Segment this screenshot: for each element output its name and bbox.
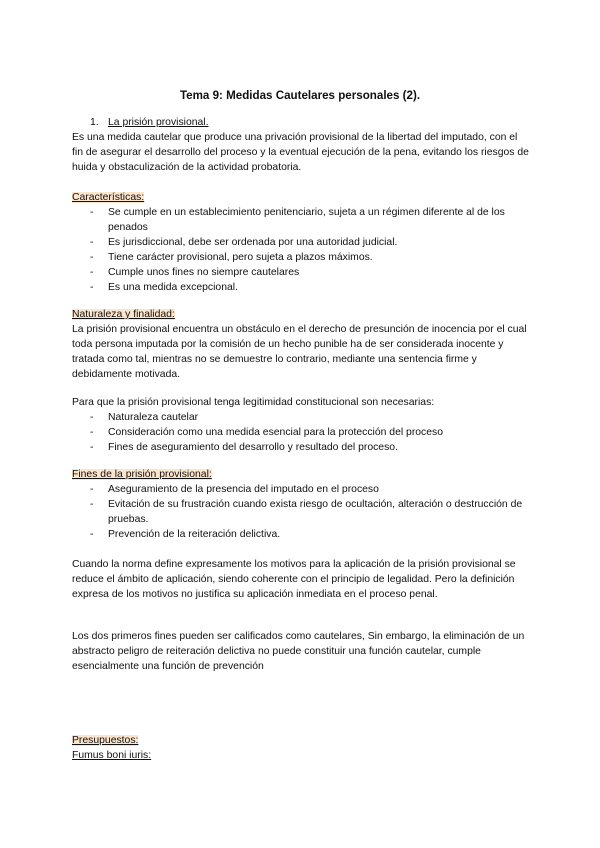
list-item: - Evitación de su frustración cuando exista riesgo de ocultación, alteración o destrucción de pruebas. bbox=[90, 499, 523, 525]
section-fines bbox=[72, 467, 530, 542]
numbered-heading bbox=[72, 115, 530, 130]
list-item: - Cumple unos fines no siempre cautelares bbox=[90, 267, 300, 278]
fines-heading: Fines de la prisión provisional: bbox=[72, 469, 212, 480]
naturaleza-heading: Naturaleza y finalidad: bbox=[72, 309, 175, 320]
list-item: - Aseguramiento de la presencia del imputado en el proceso bbox=[90, 484, 379, 495]
naturaleza-paragraph: La prisión provisional encuentra un obstáculo en el derecho de presunción de inocencia por el cual toda persona imputada por la comisión de un hecho punible ha de ser considerada inocente y tratada como tal, mientras no se demuestre lo contrario, mediante una sentencia firme y debidamente motivada. bbox=[72, 324, 527, 380]
list-item: - Es una medida excepcional. bbox=[90, 282, 238, 293]
list-number: 1. bbox=[90, 117, 99, 128]
list-item: - Naturaleza cautelar bbox=[90, 412, 199, 423]
caracteristicas-list bbox=[72, 205, 530, 295]
list-item: - Consideración como una medida esencial para la protección del proceso bbox=[90, 427, 444, 438]
section-legitimidad bbox=[72, 395, 530, 455]
list-item: - Se cumple en un establecimiento penitenciario, sujeta a un régimen diferente al de los penados bbox=[90, 207, 505, 233]
section-caracteristicas bbox=[72, 190, 530, 295]
legitimidad-list bbox=[72, 410, 530, 455]
section-prision-provisional bbox=[72, 115, 530, 175]
fines-list bbox=[72, 482, 530, 542]
presupuestos-heading: Presupuestos: bbox=[72, 735, 139, 746]
list-item: - Fines de aseguramiento del desarrollo y resultado del proceso. bbox=[90, 442, 398, 453]
list-item: - Es jurisdiccional, debe ser ordenada por una autoridad judicial. bbox=[90, 237, 398, 248]
list-item: - Prevención de la reiteración delictiva. bbox=[90, 529, 281, 540]
fines-paragraph-2-block bbox=[72, 629, 530, 674]
document-title: Tema 9: Medidas Cautelares personales (2). bbox=[179, 89, 421, 102]
fines-paragraph-1-block bbox=[72, 557, 530, 602]
definition-paragraph: Es una medida cautelar que produce una privación provisional de la libertad del imputado, con el fin de asegurar el desarrollo del proceso y la eventual ejecución de la pena, evitando los riesgos de huida y obstaculización de la actividad probatoria. bbox=[72, 132, 529, 173]
fines-paragraph-1: Cuando la norma define expresamente los motivos para la aplicación de la prisión provisional se reduce el ámbito de aplicación, siendo coherente con el principio de legalidad. Pero la definición expresa de los motivos no justifica su aplicación inmediata en el proceso penal. bbox=[72, 559, 516, 600]
section-naturaleza bbox=[72, 307, 530, 382]
fumus-heading: Fumus boni iuris: bbox=[72, 750, 152, 761]
fines-paragraph-2: Los dos primeros fines pueden ser calificados como cautelares, Sin embargo, la eliminación de un abstracto peligro de reiteración delictiva no puede constituir una función cautelar, cumple esencialmente una función de prevención bbox=[72, 631, 525, 672]
section-heading: La prisión provisional. bbox=[108, 117, 209, 128]
list-item: - Tiene carácter provisional, pero sujeta a plazos máximos. bbox=[90, 252, 373, 263]
caracteristicas-heading: Características: bbox=[72, 192, 145, 203]
section-presupuestos bbox=[72, 733, 530, 763]
legitimidad-intro: Para que la prisión provisional tenga legitimidad constitucional son necesarias: bbox=[72, 397, 435, 408]
